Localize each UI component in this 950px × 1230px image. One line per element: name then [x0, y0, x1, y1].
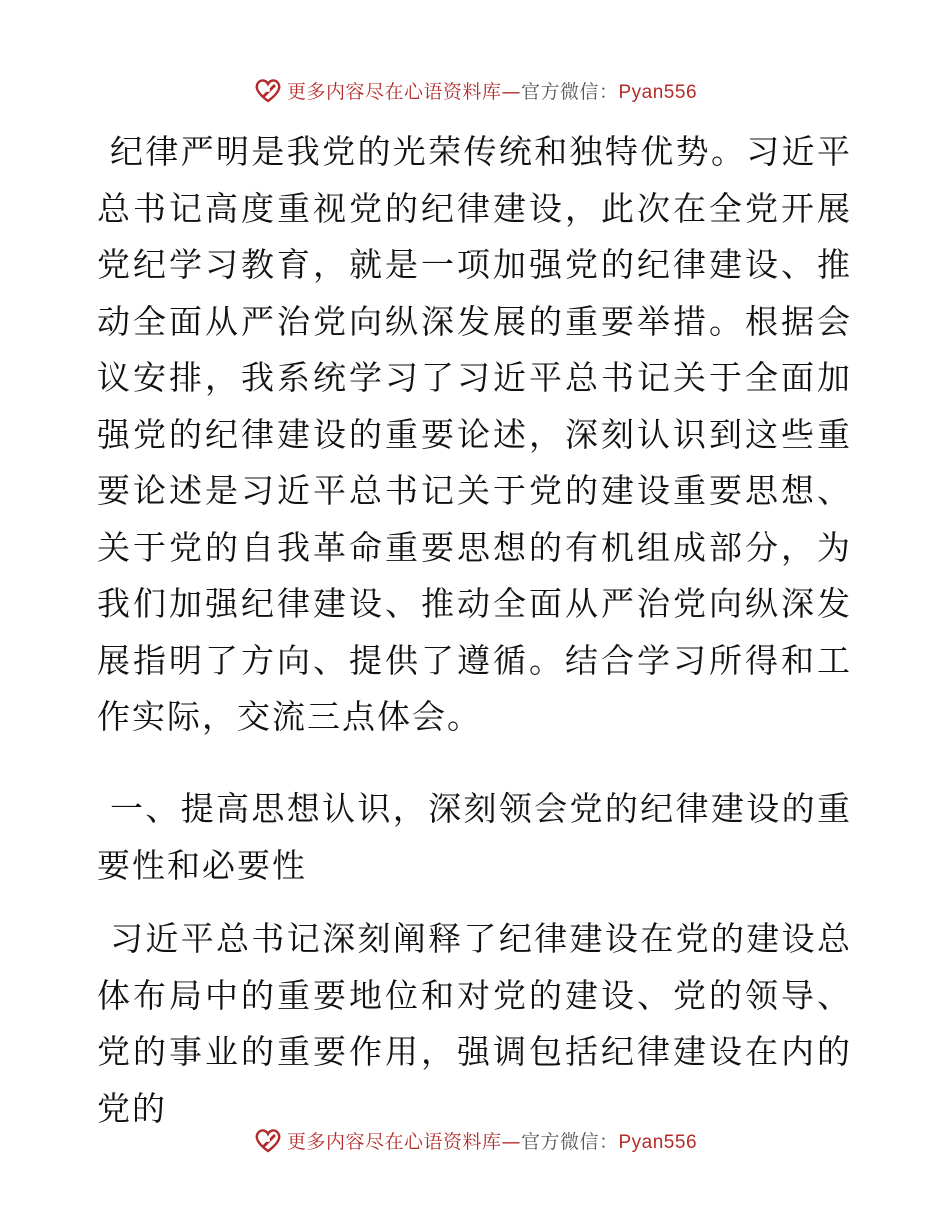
wechat-id: Pyan556 — [618, 1131, 698, 1153]
header-banner — [0, 70, 950, 110]
wechat-label: 官方微信： — [520, 1130, 619, 1153]
separator: — — [501, 80, 521, 103]
separator: — — [501, 1130, 521, 1153]
wechat-id: Pyan556 — [618, 81, 698, 103]
paragraph-section-1: 习近平总书记深刻阐释了纪律建设在党的建设总体布局中的重要地位和对党的建设、党的领导、党的事业的重要作用，强调包括纪律建设在内的党的 — [97, 919, 852, 1128]
heart-pen-logo-icon — [253, 1125, 283, 1155]
section-heading-1: 一、提高思想认识，深刻领会党的纪律建设的重要性和必要性 — [97, 789, 852, 885]
site-text: 更多内容尽在心语资料库 — [286, 1130, 502, 1153]
site-text: 更多内容尽在心语资料库 — [286, 80, 502, 103]
footer-banner — [0, 1120, 950, 1160]
heart-pen-logo-icon — [253, 75, 283, 105]
paragraph-intro: 纪律严明是我党的光荣传统和独特优势。习近平总书记高度重视党的纪律建设，此次在全党开展党纪学习教育，就是一项加强党的纪律建设、推动全面从严治党向纵深发展的重要举措。根据会议安排，我系统学习了习近平总书记关于全面加强党的纪律建设的重要论述，深刻认识到这些重要论述是习近平总书记关于党的建设重要思想、关于党的自我革命重要思想的有机组成部分，为我们加强纪律建设、推动全面从严治党向纵深发展指明了方向、提供了遵循。结合学习所得和工作实际，交流三点体会。 — [97, 132, 852, 736]
wechat-label: 官方微信： — [520, 80, 619, 103]
header-banner-text — [287, 77, 697, 104]
footer-banner-text — [287, 1127, 697, 1154]
